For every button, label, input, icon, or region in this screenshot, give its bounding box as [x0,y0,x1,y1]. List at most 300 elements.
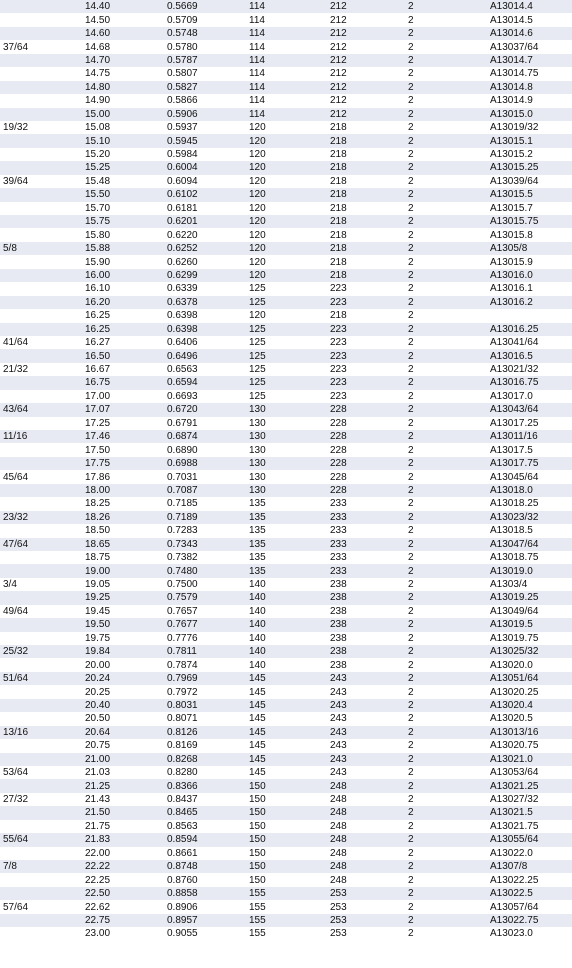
quantity-cell: 2 [408,256,414,268]
table-row [0,564,572,577]
part-number-cell: A13014.9 [490,95,533,107]
part-number-cell: A13015.75 [487,215,572,228]
inch-size-cell: 0.8748 [164,860,246,873]
inch-size-cell: 0.5669 [164,0,246,13]
overall-length-cell: 248 [327,779,405,792]
mm-size-cell: 17.86 [85,471,111,483]
quantity-cell: 2 [408,364,414,376]
mm-size-cell: 19.50 [82,618,164,631]
table-row [0,847,572,860]
table-row [0,40,572,53]
inch-size-cell: 0.8906 [167,901,198,913]
mm-size-cell: 15.75 [82,215,164,228]
overall-length-cell: 218 [330,149,347,161]
flute-length-cell: 130 [246,457,327,470]
overall-length-cell: 218 [330,175,347,187]
overall-length-cell: 233 [327,564,405,577]
inch-size-cell: 0.7969 [164,672,246,685]
table-row [0,766,572,779]
quantity-cell: 2 [408,283,414,295]
overall-length-cell: 248 [327,833,405,846]
mm-size-cell: 14.40 [82,0,164,13]
table-row [0,134,572,147]
part-number-cell: A13015.5 [487,188,572,201]
inch-size-cell: 0.6594 [164,376,246,389]
overall-length-cell: 238 [327,591,405,604]
fraction-cell [0,296,82,309]
table-row [0,914,572,927]
part-number-cell: A1305/8 [487,242,572,255]
mm-size-cell: 16.25 [85,310,111,322]
inch-size-cell: 0.8126 [164,726,246,739]
quantity-cell: 2 [405,672,487,685]
quantity-cell: 2 [405,914,487,927]
inch-size-cell: 0.6220 [167,229,198,241]
mm-size-cell: 21.43 [85,794,111,806]
table-row [0,242,572,255]
overall-length-cell: 228 [330,417,347,429]
table-row [0,403,572,416]
mm-size-cell: 21.03 [85,767,111,779]
mm-size-cell: 22.22 [82,860,164,873]
fraction-cell: 51/64 [0,672,82,685]
flute-length-cell: 140 [246,618,327,631]
part-number-cell: A1307/8 [487,860,572,873]
flute-length-cell: 145 [249,686,266,698]
overall-length-cell: 223 [327,349,405,362]
inch-size-cell: 0.6252 [164,242,246,255]
table-row [0,81,572,94]
quantity-cell: 2 [408,847,414,859]
table-row [0,591,572,604]
table-row [0,336,572,349]
overall-length-cell: 233 [330,525,347,537]
overall-length-cell: 253 [327,887,405,900]
table-row [0,927,572,940]
flute-length-cell: 120 [246,242,327,255]
table-row [0,753,572,766]
part-number-cell: A13022.25 [490,874,539,886]
part-number-cell: A13023.0 [490,928,533,940]
fraction-cell [0,202,82,215]
fraction-cell [0,108,82,121]
flute-length-cell: 140 [246,591,327,604]
flute-length-cell: 130 [249,471,266,483]
table-row [0,833,572,846]
mm-size-cell: 22.50 [82,887,164,900]
inch-size-cell: 0.6260 [167,256,198,268]
flute-length-cell: 135 [249,525,266,537]
overall-length-cell: 248 [330,847,347,859]
table-row [0,430,572,443]
overall-length-cell: 212 [330,95,347,107]
mm-size-cell: 18.50 [85,525,111,537]
mm-size-cell: 15.70 [85,202,111,214]
inch-size-cell: 0.6181 [167,202,198,214]
overall-length-cell: 218 [327,188,405,201]
table-row [0,887,572,900]
flute-length-cell: 145 [249,740,266,752]
overall-length-cell: 248 [330,820,347,832]
overall-length-cell: 238 [330,632,347,644]
table-row [0,712,572,725]
quantity-cell: 2 [405,296,487,309]
inch-size-cell: 0.7382 [167,552,198,564]
overall-length-cell: 218 [327,161,405,174]
quantity-cell: 2 [405,403,487,416]
mm-size-cell: 17.46 [82,430,164,443]
overall-length-cell: 223 [327,323,405,336]
fraction-cell [0,820,82,833]
flute-length-cell: 120 [249,149,266,161]
table-row [0,470,572,483]
fraction-cell [0,376,82,389]
mm-size-cell: 18.25 [85,498,111,510]
inch-size-cell: 0.7874 [167,659,198,671]
fraction-cell [0,927,82,940]
quantity-cell: 2 [405,753,487,766]
fraction-cell [0,739,82,752]
fraction-cell: 13/16 [0,726,82,739]
inch-size-cell: 0.6094 [167,175,198,187]
fraction-cell: 7/8 [0,860,82,873]
part-number-cell: A13023/32 [487,511,572,524]
flute-length-cell: 150 [249,820,266,832]
part-number-cell: A13016.5 [487,349,572,362]
flute-length-cell: 114 [249,41,265,53]
inch-size-cell: 0.8280 [167,767,198,779]
quantity-cell: 2 [405,591,487,604]
inch-size-cell: 0.8465 [164,806,246,819]
overall-length-cell: 248 [327,806,405,819]
part-number-cell: A13019.75 [490,632,539,644]
table-row [0,296,572,309]
mm-size-cell: 17.25 [85,417,111,429]
inch-size-cell: 0.6339 [167,283,198,295]
mm-size-cell: 16.25 [82,323,164,336]
table-row [0,551,572,564]
flute-length-cell: 150 [246,860,327,873]
flute-length-cell: 140 [249,605,266,617]
table-row [0,645,572,658]
quantity-cell: 2 [408,901,414,913]
flute-length-cell: 114 [246,81,327,94]
flute-length-cell: 150 [249,847,266,859]
inch-size-cell: 0.6496 [164,349,246,362]
part-number-cell: A13015.0 [487,108,572,121]
mm-size-cell: 22.00 [85,847,111,859]
fraction-cell: 25/32 [0,645,82,658]
flute-length-cell: 130 [246,430,327,443]
flute-length-cell: 125 [249,364,266,376]
fraction-cell [0,390,82,403]
quantity-cell: 2 [405,108,487,121]
fraction-cell: 3/4 [3,579,17,591]
part-number-cell: A13014.5 [490,14,533,26]
table-row [0,658,572,671]
table-row [0,417,572,430]
mm-size-cell: 20.24 [82,672,164,685]
part-number-cell: A13039/64 [490,175,539,187]
fraction-cell: 21/32 [3,364,29,376]
mm-size-cell: 16.75 [82,376,164,389]
table-row [0,202,572,215]
table-row [0,793,572,806]
quantity-cell: 2 [405,134,487,147]
flute-length-cell: 145 [246,672,327,685]
fraction-cell [0,27,82,40]
flute-length-cell: 140 [246,645,327,658]
quantity-cell: 2 [408,928,414,940]
fraction-cell [0,81,82,94]
overall-length-cell: 243 [327,672,405,685]
overall-length-cell: 223 [327,376,405,389]
part-number-cell: A13027/32 [490,794,539,806]
overall-length-cell: 218 [327,242,405,255]
mm-size-cell: 20.00 [85,659,111,671]
fraction-cell [0,753,82,766]
table-row [0,699,572,712]
mm-size-cell: 22.75 [82,914,164,927]
part-number-cell: A13053/64 [490,767,539,779]
table-row [0,269,572,282]
inch-size-cell: 0.5906 [164,108,246,121]
mm-size-cell: 16.50 [82,349,164,362]
inch-size-cell: 0.8858 [164,887,246,900]
overall-length-cell: 218 [327,215,405,228]
table-row [0,900,572,913]
fraction-cell [0,323,82,336]
part-number-cell: A13016.0 [487,269,572,282]
inch-size-cell: 0.5748 [164,27,246,40]
overall-length-cell: 218 [330,229,347,241]
inch-size-cell: 0.8169 [167,740,198,752]
quantity-cell: 2 [405,54,487,67]
fraction-cell [0,67,82,80]
table-row [0,54,572,67]
mm-size-cell: 22.62 [85,901,111,913]
overall-length-cell: 223 [330,364,347,376]
mm-size-cell: 14.50 [85,14,111,26]
fraction-cell [0,457,82,470]
quantity-cell: 2 [405,457,487,470]
quantity-cell: 2 [408,444,414,456]
flute-length-cell: 155 [249,901,266,913]
overall-length-cell: 218 [330,256,347,268]
overall-length-cell: 212 [330,14,347,26]
quantity-cell: 2 [405,376,487,389]
quantity-cell: 2 [408,229,414,241]
part-number-cell: A13016.1 [490,283,533,295]
quantity-cell: 2 [405,188,487,201]
fraction-cell: 49/64 [3,605,29,617]
overall-length-cell: 218 [327,134,405,147]
fraction-cell: 55/64 [0,833,82,846]
overall-length-cell: 238 [330,579,347,591]
flute-length-cell: 114 [246,0,327,13]
part-number-cell: A13015.25 [487,161,572,174]
quantity-cell: 2 [408,417,414,429]
table-row [0,255,572,268]
part-number-cell: A13014.4 [487,0,572,13]
table-row [0,873,572,886]
mm-size-cell: 17.00 [85,390,111,402]
overall-length-cell: 243 [327,753,405,766]
part-number-cell: A13043/64 [487,403,572,416]
part-number-cell: A13047/64 [487,538,572,551]
inch-size-cell: 0.5787 [164,54,246,67]
part-number-cell: A13021.5 [487,806,572,819]
overall-length-cell: 223 [330,283,347,295]
fraction-cell [0,685,82,698]
table-row [0,27,572,40]
overall-length-cell: 218 [330,122,347,134]
flute-length-cell: 125 [249,283,266,295]
inch-size-cell: 0.6890 [167,444,198,456]
quantity-cell: 2 [408,632,414,644]
inch-size-cell: 0.7811 [164,645,246,658]
table-row [0,188,572,201]
flute-length-cell: 140 [249,579,266,591]
flute-length-cell: 140 [249,632,266,644]
fraction-cell [0,228,82,241]
part-number-cell: A13018.25 [490,498,539,510]
quantity-cell: 2 [405,511,487,524]
table-row [0,511,572,524]
flute-length-cell: 114 [246,54,327,67]
part-number-cell: A13020.0 [490,659,533,671]
fraction-cell [0,269,82,282]
inch-size-cell: 0.5937 [167,122,198,134]
overall-length-cell: 228 [327,403,405,416]
table-row [0,282,572,295]
mm-size-cell: 14.75 [85,68,111,80]
inch-size-cell: 0.8957 [164,914,246,927]
overall-length-cell: 253 [327,914,405,927]
mm-size-cell: 15.25 [82,161,164,174]
flute-length-cell: 145 [249,713,266,725]
mm-size-cell: 22.25 [85,874,111,886]
flute-length-cell: 150 [249,874,266,886]
part-number-cell: A13022.0 [490,847,533,859]
overall-length-cell: 233 [330,552,347,564]
fraction-cell [0,188,82,201]
table-row [0,497,572,510]
mm-size-cell: 19.05 [85,579,111,591]
flute-length-cell: 130 [246,484,327,497]
flute-length-cell: 155 [249,928,266,940]
overall-length-cell: 212 [330,68,347,80]
fraction-cell [0,443,82,456]
table-row [0,484,572,497]
overall-length-cell: 212 [330,41,347,53]
overall-length-cell: 243 [330,713,347,725]
mm-size-cell: 16.00 [82,269,164,282]
fraction-cell [0,134,82,147]
fraction-cell [0,94,82,107]
flute-length-cell: 135 [246,511,327,524]
overall-length-cell: 233 [327,538,405,551]
quantity-cell: 2 [405,538,487,551]
quantity-cell: 2 [408,686,414,698]
overall-length-cell: 228 [330,444,347,456]
flute-length-cell: 125 [246,296,327,309]
mm-size-cell: 15.90 [85,256,111,268]
quantity-cell: 2 [405,81,487,94]
mm-size-cell: 23.00 [85,928,111,940]
part-number-cell: A13016.25 [487,323,572,336]
quantity-cell: 2 [408,471,414,483]
quantity-cell: 2 [408,740,414,752]
table-row [0,578,572,591]
inch-size-cell: 0.6398 [164,323,246,336]
quantity-cell: 2 [405,323,487,336]
part-number-cell: A13017.25 [490,417,539,429]
mm-size-cell: 19.25 [82,591,164,604]
mm-size-cell: 15.20 [85,149,111,161]
inch-size-cell: 0.5945 [164,134,246,147]
fraction-cell [0,564,82,577]
table-row [0,457,572,470]
inch-size-cell: 0.7480 [164,564,246,577]
mm-size-cell: 17.50 [85,444,111,456]
quantity-cell: 2 [408,767,414,779]
mm-size-cell: 15.08 [85,122,111,134]
flute-length-cell: 120 [249,122,266,134]
part-number-cell: A13015.7 [490,202,533,214]
part-number-cell: A13021.0 [487,753,572,766]
flute-length-cell: 135 [246,564,327,577]
flute-length-cell: 120 [246,161,327,174]
quantity-cell: 2 [408,95,414,107]
part-number-cell: A13037/64 [490,41,539,53]
flute-length-cell: 120 [249,229,266,241]
inch-size-cell: 0.7677 [164,618,246,631]
fraction-cell [0,161,82,174]
table-row [0,228,572,241]
mm-size-cell: 21.75 [85,820,111,832]
inch-size-cell: 0.7185 [167,498,198,510]
quantity-cell: 2 [408,337,414,349]
part-number-cell: A13014.75 [490,68,539,80]
table-row [0,148,572,161]
table-row [0,309,572,322]
fraction-cell: 45/64 [3,471,29,483]
inch-size-cell: 0.8594 [164,833,246,846]
table-row [0,175,572,188]
overall-length-cell: 223 [330,390,347,402]
flute-length-cell: 114 [249,95,265,107]
flute-length-cell: 130 [249,417,266,429]
fraction-cell [0,282,82,295]
mm-size-cell: 19.00 [82,564,164,577]
quantity-cell: 2 [408,14,414,26]
table-row [0,161,572,174]
overall-length-cell: 233 [327,511,405,524]
overall-length-cell: 248 [327,860,405,873]
fraction-cell: 11/16 [0,430,82,443]
fraction-cell [0,54,82,67]
quantity-cell: 2 [408,552,414,564]
part-number-cell: A13049/64 [490,605,539,617]
quantity-cell: 2 [408,122,414,134]
quantity-cell: 2 [405,833,487,846]
fraction-cell [0,497,82,510]
table-row [0,524,572,537]
fraction-cell: 47/64 [0,538,82,551]
flute-length-cell: 120 [249,310,266,322]
inch-size-cell: 0.8437 [167,794,198,806]
